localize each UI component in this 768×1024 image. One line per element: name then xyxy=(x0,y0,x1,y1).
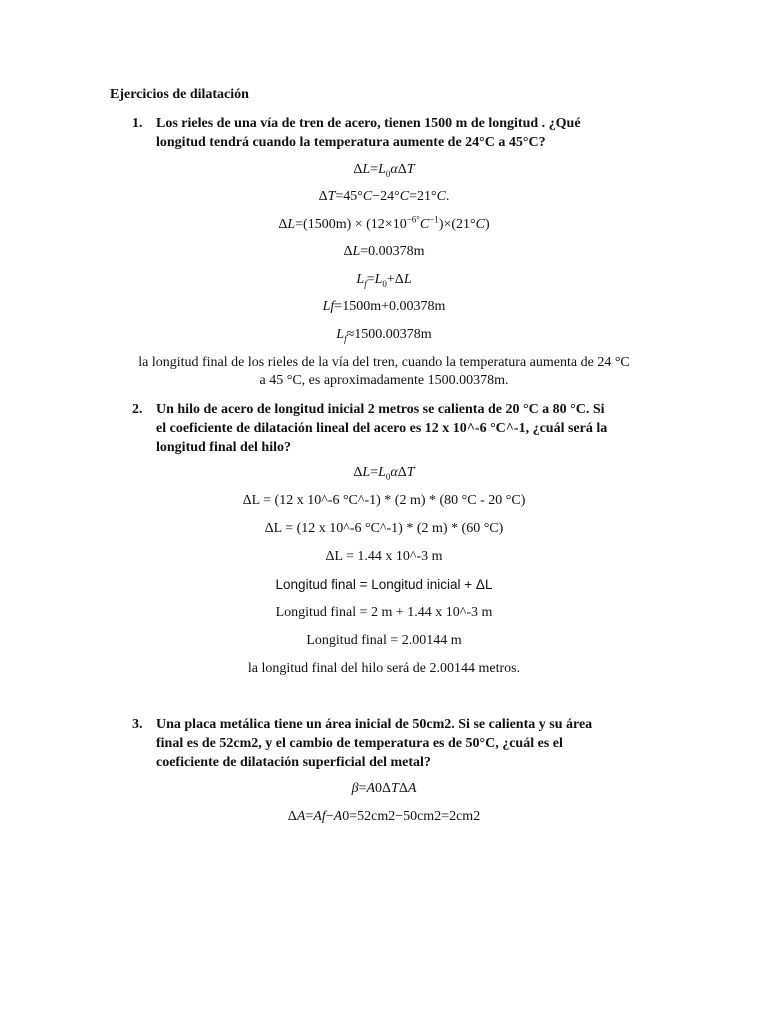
question-2-text-line-3: longitud final del hilo? xyxy=(156,440,291,455)
question-1-number: 1. xyxy=(132,116,143,131)
q1-conclusion-line-1: la longitud final de los rieles de la vía del tren, cuando la temperatura aumenta de 24 °C xyxy=(138,355,630,370)
question-2-number: 2. xyxy=(132,402,143,417)
q1-equation-delta-l-result: ΔL=0.00378m xyxy=(343,244,425,259)
q2-equation-delta-l-result: ΔL = 1.44 x 10^-3 m xyxy=(325,549,443,564)
q1-equation-final-length-result: $L_f\approx 1500.00378m$ xyxy=(336,327,432,344)
q2-equation-substitution: ΔL = (12 x 10^-6 °C^-1) * (2 m) * (80 °C - 20 °C) xyxy=(242,493,526,508)
question-1-text-line-1: Los rieles de una vía de tren de acero, tienen 1500 m de longitud . ¿Qué xyxy=(156,116,581,131)
question-3-text-line-2: final es de 52cm2, y el cambio de temperatura es de 50°C, ¿cuál es el xyxy=(156,736,563,751)
q2-equation-final-length-substitution: Longitud final = 2 m + 1.44 x 10^-3 m xyxy=(275,605,493,620)
q2-equation-delta-l-formula: $\Delta L=L_0\alpha\Delta T$ xyxy=(353,465,415,482)
q2-equation-temperature-difference: ΔL = (12 x 10^-6 °C^-1) * (2 m) * (60 °C) xyxy=(264,521,504,536)
q1-conclusion-line-2: a 45 °C, es aproximadamente 1500.00378m. xyxy=(259,373,509,388)
q1-equation-delta-t: ΔT=45°C−24°C=21°C. xyxy=(318,189,450,204)
question-3-text-line-3: coeficiente de dilatación superficial del metal? xyxy=(156,755,431,770)
q2-equation-final-length-formula: Longitud final = Longitud inicial + ΔL xyxy=(275,577,493,592)
question-2-text-line-2: el coeficiente de dilatación lineal del acero es 12 x 10^-6 °C^-1, ¿cuál será la xyxy=(156,421,608,436)
question-3-number: 3. xyxy=(132,717,143,732)
q1-equation-delta-l-formula: $\Delta L=L_0\alpha\Delta T$ xyxy=(353,162,415,179)
q1-equation-final-length-formula: $L_f=L_0+\Delta L$ xyxy=(356,272,412,289)
question-3-text-line-1: Una placa metálica tiene un área inicial de 50cm2. Si se calienta y su área xyxy=(156,717,593,732)
question-2-text-line-1: Un hilo de acero de longitud inicial 2 metros se calienta de 20 °C a 80 °C. Si xyxy=(156,402,605,417)
q1-equation-substitution: $\Delta L=(1500m) \times (12\times 10^{-6^\circ}C^{-1})\times(21^\circ C)$ xyxy=(278,214,490,232)
document-title: Ejercicios de dilatación xyxy=(110,87,249,102)
q2-conclusion: la longitud final del hilo será de 2.00144 metros. xyxy=(247,661,521,676)
q1-equation-final-length-substitution: Lf=1500m+0.00378m xyxy=(322,299,446,314)
q3-equation-beta-formula: β=A0ΔTΔA xyxy=(351,781,417,796)
q3-equation-delta-a: ΔA=Af−A0=52cm2−50cm2=2cm2 xyxy=(287,809,481,824)
question-1-text-line-2: longitud tendrá cuando la temperatura aumente de 24°C a 45°C? xyxy=(156,135,546,150)
q2-equation-final-length-result: Longitud final = 2.00144 m xyxy=(306,633,462,648)
